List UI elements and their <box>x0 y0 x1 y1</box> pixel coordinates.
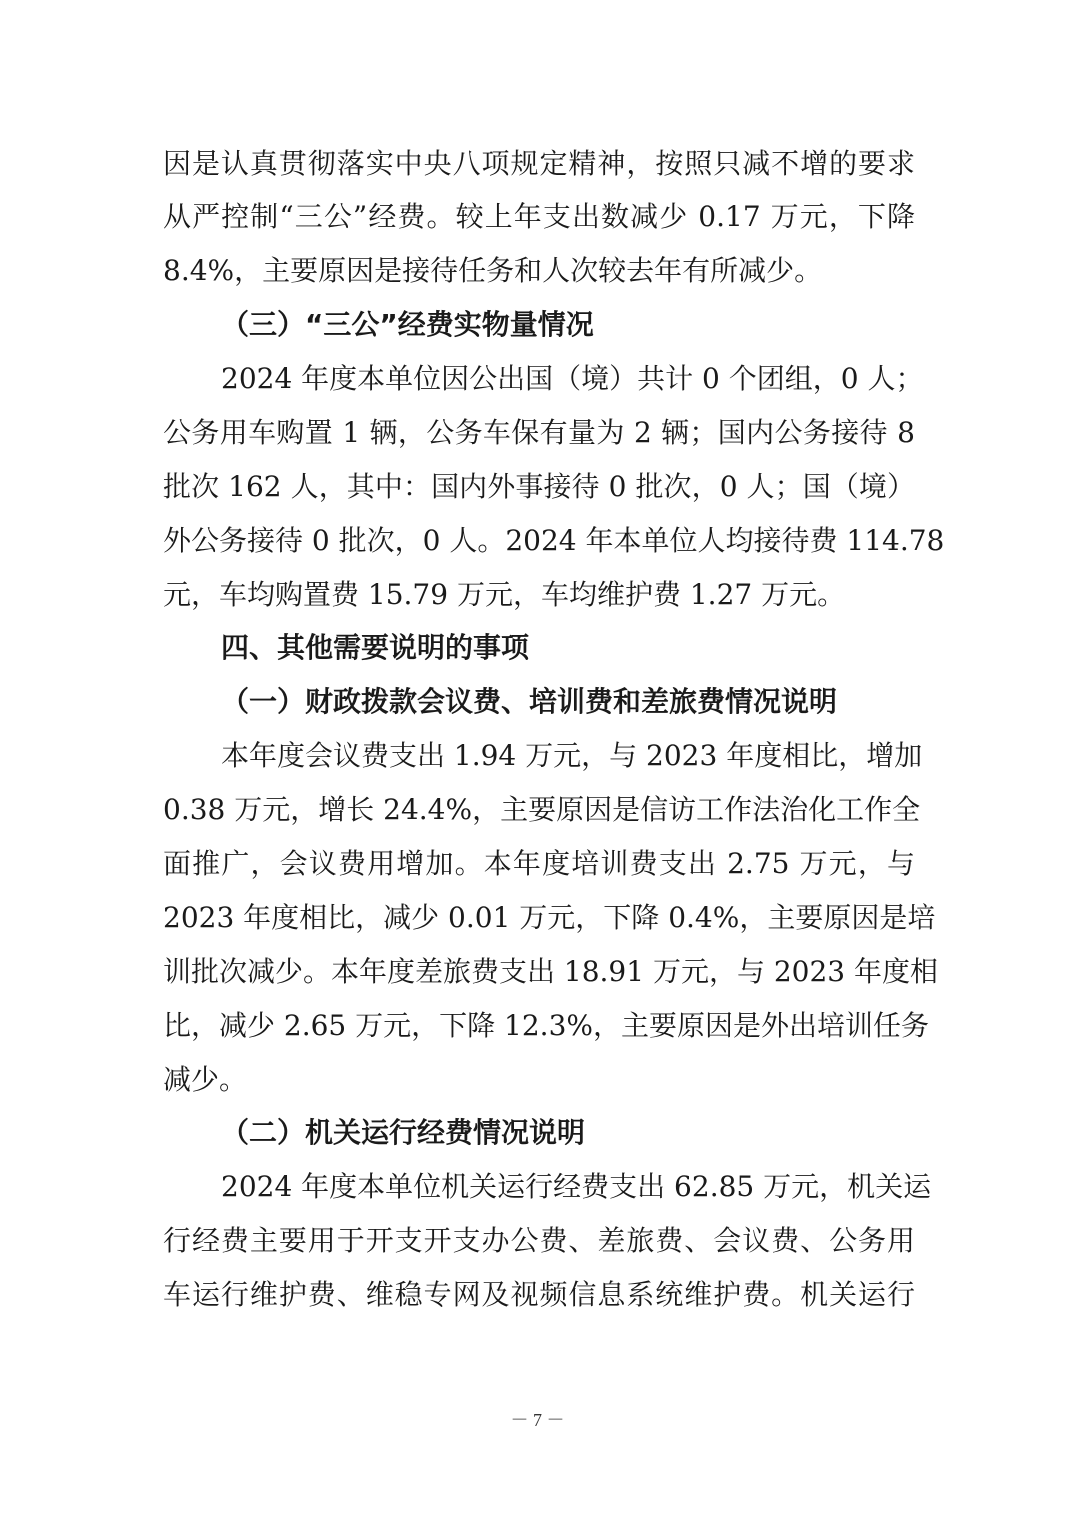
section-heading: 四、其他需要说明的事项 <box>221 631 530 664</box>
section-heading: （三）“三公”经费实物量情况 <box>221 308 594 341</box>
paragraph-line: 因是认真贯彻落实中央八项规定精神，按照只减不增的要求 <box>163 147 915 180</box>
paragraph-line: 行经费主要用于开支开支办公费、差旅费、会议费、公务用 <box>163 1224 915 1257</box>
paragraph-line: 元，车均购置费 15.79 万元，车均维护费 1.27 万元。 <box>163 578 846 611</box>
paragraph-line: 8.4%，主要原因是接待任务和人次较去年有所减少。 <box>163 254 823 287</box>
paragraph-line: 从严控制“三公”经费。较上年支出数减少 0.17 万元，下降 <box>163 200 915 233</box>
paragraph-line: 2023 年度相比，减少 0.01 万元，下降 0.4%，主要原因是培 <box>163 901 936 934</box>
paragraph-line: 2024 年度本单位因公出国（境）共计 0 个团组，0 人； <box>221 362 924 395</box>
paragraph-line: 训批次减少。本年度差旅费支出 18.91 万元，与 2023 年度相 <box>163 955 939 988</box>
paragraph-line: 外公务接待 0 批次，0 人。2024 年本单位人均接待费 114.78 <box>163 524 945 557</box>
paragraph-line: 减少。 <box>163 1063 248 1096</box>
paragraph-line: 0.38 万元，增长 24.4%，主要原因是信访工作法治化工作全 <box>163 793 921 826</box>
paragraph-line: 公务用车购置 1 辆，公务车保有量为 2 辆；国内公务接待 8 <box>163 416 915 449</box>
paragraph-line: 车运行维护费、维稳专网及视频信息系统维护费。机关运行 <box>163 1278 915 1311</box>
paragraph-line: 比，减少 2.65 万元，下降 12.3%，主要原因是外出培训任务 <box>163 1009 929 1042</box>
section-heading: （二）机关运行经费情况说明 <box>221 1116 586 1149</box>
paragraph-line: 面推广，会议费用增加。本年度培训费支出 2.75 万元，与 <box>163 847 915 880</box>
paragraph-line: 批次 162 人，其中：国内外事接待 0 批次，0 人；国（境） <box>163 470 915 503</box>
paragraph-line: 2024 年度本单位机关运行经费支出 62.85 万元，机关运 <box>221 1170 932 1203</box>
paragraph-line: 本年度会议费支出 1.94 万元，与 2023 年度相比，增加 <box>221 739 923 772</box>
page-number: － 7 － <box>510 1410 565 1430</box>
section-heading: （一）财政拨款会议费、培训费和差旅费情况说明 <box>221 685 838 718</box>
